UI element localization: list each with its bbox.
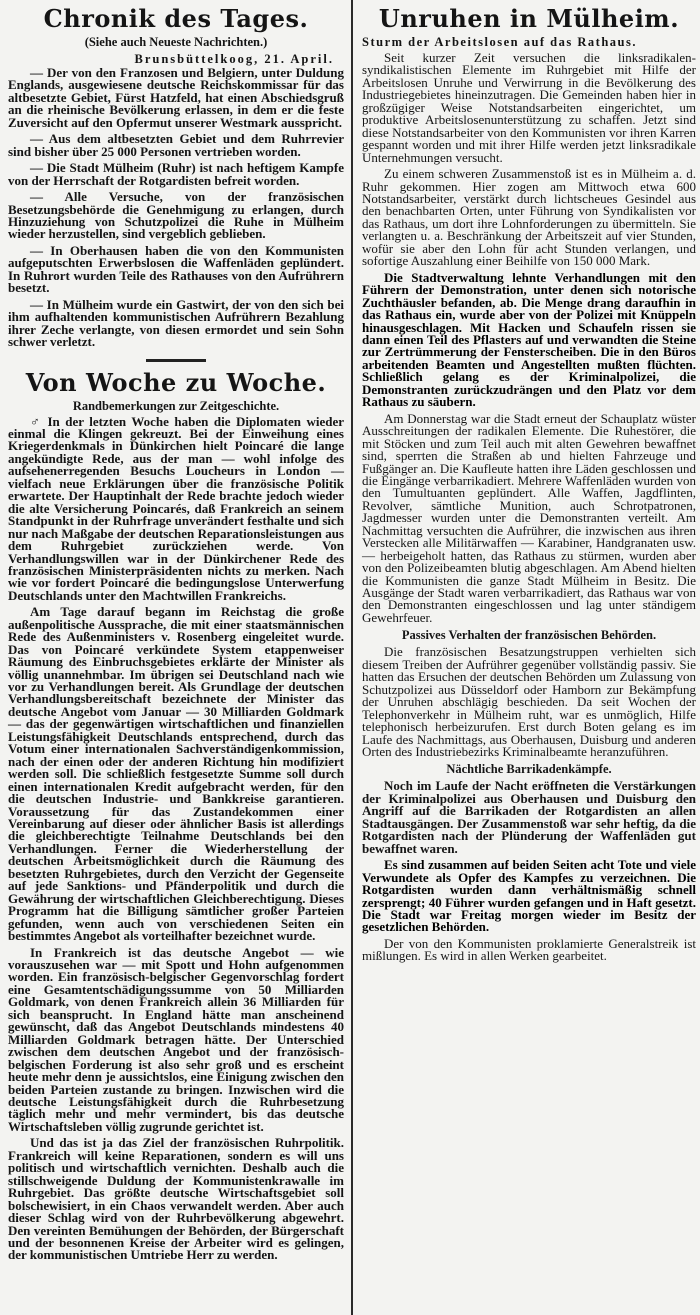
chronik-des-tages (8, 4, 344, 349)
right-column (362, 0, 696, 967)
article-paragraph: In Frankreich ist das deutsche Angebot — wie vorauszusehen war — mit Spott und Hohn aufgenommen worden. Ein französisch-belgischer Gegenvorschlag fordert eine Gesamtentschädigungssumme von 50 Milliarden Goldmark, von denen Frankreich allein 36 Milliarden für sich beansprucht. In England hätte man anscheinend gewünscht, daß das Angebot Deutschlands mindestens 40 Milliarden Goldmark betragen hätte. Der Unterschied zwischen dem deutschen Angebot und der französisch-belgischen Forderung ist also sehr groß und es erscheint heute mehr denn je aussichtslos, eine Einigung zwischen den beiden Parteien zustande zu bringen. Inzwischen wird die deutsche Leistungsfähigkeit durch die Ruhrbesetzung täglich mehr und mehr vermindert, bis das deutsche Wirtschaftsleben völlig zugrunde gerichtet ist. (8, 944, 344, 1134)
article-paragraph: Der von den Kommunisten proklamierte Generalstreik ist mißlungen. Es wird in allen Werken gearbeitet. (362, 935, 696, 964)
chronik-title: Chronik des Tages. (43, 4, 309, 33)
unruhen-title: Unruhen in Mülheim. (378, 4, 680, 33)
left-column (8, 0, 344, 1266)
article-paragraph: Am Donnerstag war die Stadt erneut der Schauplatz wüster Ausschreitungen der radikalen Elemente. Die Ruhestörer, die mit Stöcken und zum Teil auch mit alten Gewehren bewaffnet sind, sperrten die Straßen ab und hielten Fahrzeuge und Fußgänger an. Die Kaufleute hatten ihre Läden geschlossen und die Eingänge verbarrikadiert. Mehrere Waffenläden wurden von den Tumultuanten geplündert. Alle Waffen, Jagdflinten, Revolver, sämtliche Munition, auch Schrotpatronen, Jagdmesser wurden unter die Demonstranten verteilt. Am Nachmittag versuchten die Aufrührer, die inzwischen aus ihren Verstecken alle Militärwaffen — Karabiner, Handgranaten usw. — herbeigeholt hatten, das Rathaus zu stürmen, wurden aber von den Polizeibeamten blutig abgeschlagen. Am Abend hielten die Kommunisten die ganze Stadt Mülheim in Besitz. Die Ausgänge der Stadt waren verbarrikadiert, das Rathaus war von den Demonstranten eingeschlossen und lag unter ständigem Gewehrfeuer. (362, 410, 696, 625)
woche-subtitle: Randbemerkungen zur Zeitgeschichte. (72, 398, 280, 413)
news-item: — Alle Versuche, von der französischen Besetzungsbehörde die Genehmigung zu erlangen, durch Hinzuziehung von Schutzpolizei die Ruhe in Mülheim wieder herzustellen, sind vergeblich geblieben. (8, 189, 344, 242)
section-heading: Nächtliche Barrikadenkämpfe. (446, 762, 612, 777)
section-divider (146, 359, 206, 362)
unruhen-subtitle: Sturm der Arbeitslosen auf das Rathaus. (362, 35, 637, 49)
news-item: — Der von den Franzosen und Belgiern, unter Duldung Englands, ausgewiesene deutsche Reichskommissar für das altbesetzte Gebiet, Fürst Hatzfeld, hat einen Abschiedsgruß an die rheinische Bevölkerung erlassen, in dem er die feste Zuversicht auf den Opfermut unserer Westmark ausspricht. (8, 65, 344, 130)
article-paragraph: Am Tage darauf begann im Reichstag die große außenpolitische Aussprache, die mit einer staatsmännischen Rede des Außenministers v. Rosenberg eingeleitet wurde. Das von Poincaré verkündete System etappenweiser Räumung des Einbruchsgebietes erklärte der Minister als völlig unannehmbar. Im übrigen sei Deutschland nach wie vor zu Verhandlungen bereit. Als Grundlage der deutschen Verhandlungsbereitschaft bezeichnete der Minister das deutsche Angebot vom Januar — 30 Milliarden Goldmark — das der gegenwärtigen wirtschaftlichen und finanziellen Leistungsfähigkeit Deutschlands entsprechend, durch das Votum einer internationalen Sachverständigenkommission, nach der einen oder der anderen Richtung hin modifiziert werden soll. Die schließlich festgesetzte Summe soll durch einen internationalen Kredit aufgebracht werden, für den die deutschen Industrie- und Bankkreise garantieren. Voraussetzung für das Zustandekommen einer Vereinbarung auf dieser oder ähnlicher Basis ist allerdings die gleichberechtigte Teilnahme Deutschlands bei den Verhandlungen. Ferner die Wiederherstellung der deutschen Arbeitsmöglichkeit durch die Räumung des besetzten Ruhrgebietes, durch den Verzicht der Gegenseite auf jede Sanktions- und Pfänderpolitik und durch die Gewährung der wirtschaftlichen Gleichberechtigung. Dieses Programm hat die Billigung sämtlicher großer Parteien gefunden, wenn auch von verschiedenen Seiten ein bestimmtes Angebot als vorteilhafter bezeichnet wurde. (8, 604, 344, 944)
woche-title: Von Woche zu Woche. (25, 367, 327, 397)
article-paragraph: Die französischen Besatzungstruppen verhielten sich diesem Treiben der Aufrührer gegenüber vollständig passiv. Sie hatten das Ersuchen der deutschen Behörden um Zulassung von Schutzpolizei aus Düsseldorf oder Hamborn zur Bekämpfung der Unruhen abschlägig beschieden. Da seit Wochen der Telephonverkehr in Mülheim ruht, war es unmöglich, Hilfe telephonisch herbeizurufen. Erst durch Boten gelang es im Laufe des Nachmittags, aus Oberhausen, Duisburg und anderen Orten des Industriebezirks Kriminalbeamte heranzuführen. (362, 644, 696, 760)
news-item: — In Mülheim wurde ein Gastwirt, der von den sich bei ihm aufhaltenden kommunistischen Aufrührern Bezahlung ihrer Zeche verlangte, von diesen ermordet und sein Sohn schwer verletzt. (8, 296, 344, 350)
article-paragraph: Seit kurzer Zeit versuchen die linksradikalen-syndikalistischen Elemente im Ruhrgebiet mit Hilfe der Arbeitslosen Unruhe und Verwirrung in die Bevölkerung des Industriegebietes hineinzutragen. Die Gemeinden haben hier in großzügiger Weise Notstandsarbeiten eingerichtet, um produktive Arbeitslosenunterstützung zu schaffen. Jetzt sind diese Notstandsarbeiter von den Kommunisten vor ihren Karren gespannt worden und mit ihrer Hilfe werden jetzt linksradikale Unternehmungen versucht. (362, 50, 696, 165)
article-paragraph: ♂ In der letzten Woche haben die Diplomaten wieder einmal die Klingen gekreuzt. Bei der Einweihung eines Kriegerdenkmals in Dünkirchen hielt Poincaré die lange angekündigte Rede, aus der man — wohl infolge des aufsehenerregenden Besuchs Loucheurs in London — vielfach neue Erklärungen über die französische Politik erwartete. Der Hauptinhalt der Rede brachte jedoch wieder die alte Versicherung Poincarés, daß Frankreich an seinem Standpunkt in der Ruhrfrage unverändert festhalte und sich nur nach Maßgabe der deutschen Reparationsleistungen aus dem Ruhrgebiet zurückziehen werde. Von Verhandlungswillen war in der Dünkirchener Rede des französischen Ministerpräsidenten nichts zu merken. Nach wie vor fordert Poincaré die bedingungslose Unterwerfung Deutschlands unter den Machtwillen Frankreichs. (8, 413, 345, 603)
news-item: — In Oberhausen haben die von den Kommunisten aufgeputschten Erwerbslosen die Waffenläden geplündert. In Ruhrort wurden Teile des Rathauses von den Aufrührern besetzt. (8, 242, 344, 296)
article-paragraph: Die Stadtverwaltung lehnte Verhandlungen mit den Führern der Demonstration, unter denen sich notorische Zuchthäusler befanden, ab. Die Menge drang daraufhin in das Rathaus ein, wurde aber von der Polizei mit Knüppeln hinausgeschlagen. Mit Hacken und Schaufeln rissen sie dann einen Teil des Pflasters auf und verwandten die Steine zur Zertrümmerung der Fensterscheiben. Die in den Büros arbeitenden Beamten und Angestellten mußten flüchten. Schließlich gelang es der Kriminalpolizei, die Demonstranten zurückzudrängen und den Platz vor dem Rathaus zu säubern. (362, 269, 696, 410)
chronik-subtitle: (Siehe auch Neueste Nachrichten.) (84, 35, 268, 49)
news-item: — Aus dem altbesetzten Gebiet und dem Ruhrrevier sind bisher über 25 000 Personen vertrieben worden. (8, 131, 344, 159)
column-rule (351, 0, 353, 1315)
article-paragraph: Zu einem schweren Zusammenstoß ist es in Mülheim a. d. Ruhr gekommen. Hier zogen am Mittwoch etwa 600 Notstandsarbeiter, verstärkt durch lichtscheues Gesindel aus den benachbarten Orten, unter Führung von Syndikalisten vor das Rathaus, um dort ihre Lohnforderungen zu übermitteln. Sie verlangten u. a. Beschränkung der Arbeitszeit auf vier Stunden, wofür sie aber den Lohn für acht Stunden verlangen, und sofortige Auszahlung einer Beihilfe von 150 000 Mark. (362, 166, 696, 269)
news-item: — Die Stadt Mülheim (Ruhr) ist nach heftigem Kampfe von der Herrschaft der Rotgardisten befreit worden. (8, 160, 344, 188)
article-paragraph: Noch im Laufe der Nacht eröffneten die Verstärkungen der Kriminalpolizei aus Oberhausen und Duisburg den Angriff auf die Barrikaden der Rotgardisten an allen Stadtausgängen. Der Zusammenstoß war sehr heftig, da die Rotgardisten nach der Plünderung der Waffenläden gut bewaffnet waren. (362, 778, 696, 856)
dateline: Brunsbüttelkoog, 21. April. (134, 52, 334, 66)
article-paragraph: Und das ist ja das Ziel der französischen Ruhrpolitik. Frankreich will keine Reparationen, sondern es will uns politisch und wirtschaftlich vernichten. Deshalb auch die stillschweigende Duldung der Kommunistenkrawalle im Ruhrgebiet. Das größte deutsche Wirtschaftsgebiet soll bolschewisiert, in ein Chaos verwandelt werden. Aber auch dieser Schlag wird von der Ruhrbevölkerung abgewehrt. Den vereinten Bemühungen der Behörden, der Bürgerschaft und der besonnenen Kreise der Arbeiter wird es gelingen, der kommunistischen Umtriebe Herr zu werden. (8, 1135, 344, 1263)
article-paragraph: Es sind zusammen auf beiden Seiten acht Tote und viele Verwundete als Opfer des Kampfes zu verzeichnen. Die Rotgardisten wurden dann verhältnismäßig schnell zersprengt; 40 Führer wurden gefangen und in Haft gesetzt. Die Stadt war Freitag morgen wieder im Besitz der gesetzlichen Behörden. (362, 857, 696, 935)
section-heading: Passives Verhalten der französischen Behörden. (401, 628, 657, 643)
von-woche-zu-woche (8, 368, 344, 1262)
